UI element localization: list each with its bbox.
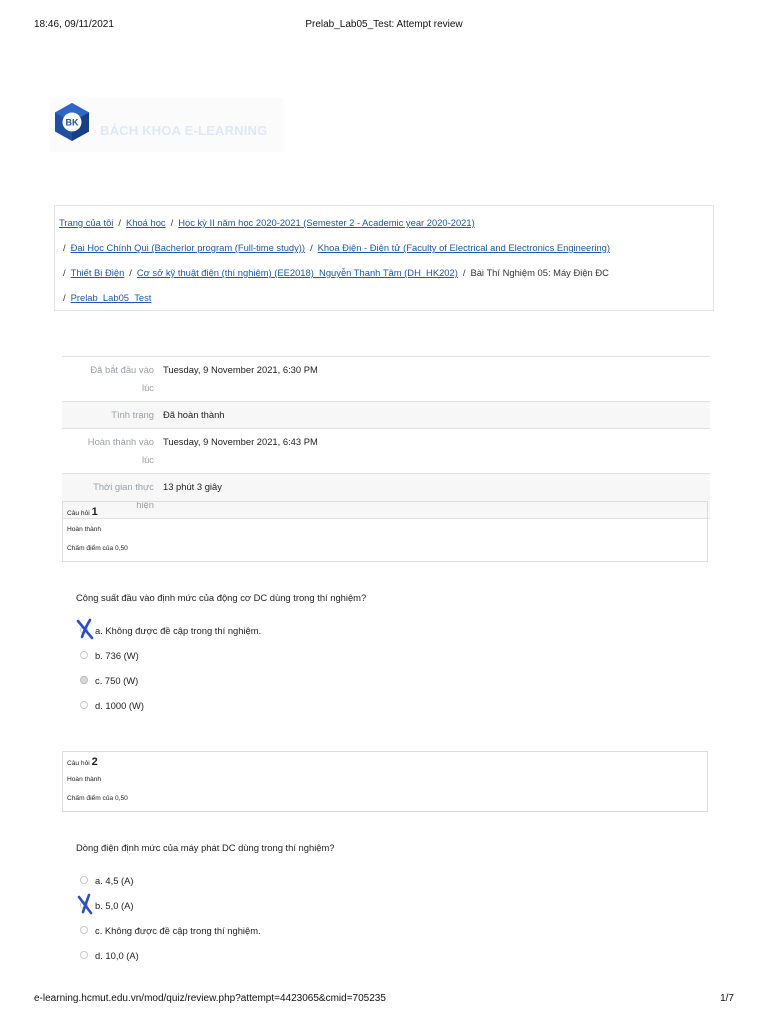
breadcrumb-link-program[interactable]: Đại Học Chính Qui (Bacherlor program (Full-time study)): [70, 242, 306, 253]
summary-value: Tuesday, 9 November 2021, 6:30 PM: [163, 357, 710, 402]
question-number: 2: [91, 756, 98, 768]
summary-label: Thời gian thực: [93, 481, 154, 492]
incorrect-cross-icon: [76, 618, 94, 640]
answer-label: d. 10,0 (A): [95, 950, 139, 961]
question-prefix: Câu hỏi: [67, 510, 90, 517]
breadcrumb-link-courses[interactable]: Khoá học: [125, 217, 166, 228]
radio-button[interactable]: [80, 926, 88, 934]
question-state: Hoàn thành: [67, 526, 102, 533]
print-header: [34, 19, 734, 33]
answer-label: b. 5,0 (A): [95, 900, 134, 911]
summary-row-time-taken: Thời gian thực hiện 13 phút 3 giây: [62, 474, 710, 519]
bk-logo-icon: [53, 102, 91, 142]
summary-row-started: Đã bắt đầu vào lúc Tuesday, 9 November 2021, 6:30 PM: [62, 357, 710, 402]
breadcrumb-link-semester[interactable]: Học kỳ II năm học 2020-2021 (Semester 2 - Academic year 2020-2021): [178, 217, 475, 228]
question-state: Hoàn thành: [67, 776, 102, 783]
question-mark: Chấm điểm của 0,50: [67, 545, 128, 552]
answer-label: a. 4,5 (A): [95, 875, 134, 886]
page-url: e-learning.hcmut.edu.vn/mod/quiz/review.php?attempt=4423065&cmid=705235: [34, 993, 386, 1004]
breadcrumb-link-quiz[interactable]: Prelab_Lab05_Test: [70, 292, 152, 303]
summary-label: Đã bắt đầu vào: [90, 364, 154, 375]
question-info-2: [62, 751, 708, 812]
answer-label: c. Không được đề cập trong thí nghiệm.: [95, 925, 261, 936]
question-mark: Chấm điểm của 0,50: [67, 795, 128, 802]
question-number: 1: [91, 506, 98, 518]
print-timestamp: 18:46, 09/11/2021: [34, 19, 114, 30]
attempt-summary: [62, 356, 710, 519]
answer-label: c. 750 (W): [95, 675, 139, 686]
radio-button[interactable]: [80, 701, 88, 709]
breadcrumb-link-my-home[interactable]: Trang của tôi: [59, 217, 114, 228]
radio-button[interactable]: [80, 951, 88, 959]
radio-button[interactable]: [80, 676, 88, 684]
question-info-1: [62, 501, 708, 562]
question-prefix: Câu hỏi: [67, 760, 90, 767]
summary-row-completed: Hoàn thành vào lúc Tuesday, 9 November 2021, 6:43 PM: [62, 429, 710, 474]
summary-row-state: [62, 402, 710, 429]
site-logo[interactable]: [50, 98, 283, 152]
breadcrumb-current-section: Bài Thí Nghiệm 05: Máy Điện ĐC: [470, 267, 609, 278]
summary-value: Đã hoàn thành: [163, 402, 710, 429]
incorrect-cross-icon: [76, 893, 94, 915]
logo-badge-text: BK: [65, 117, 79, 128]
breadcrumb-link-faculty[interactable]: Khoa Điện - Điện tử (Faculty of Electrical and Electronics Engineering): [317, 242, 611, 253]
question-text-2: Dòng điện định mức của máy phát DC dùng trong thí nghiệm?: [76, 842, 335, 853]
print-title: Prelab_Lab05_Test: Attempt review: [305, 19, 463, 30]
breadcrumb-link-department[interactable]: Thiết Bị Điện: [70, 267, 125, 278]
print-footer: [34, 993, 734, 1007]
answer-label: d. 1000 (W): [95, 700, 144, 711]
summary-value: 13 phút 3 giây: [163, 474, 710, 519]
question-text-1: Công suất đầu vào định mức của động cơ DC dùng trong thí nghiệm?: [76, 592, 367, 603]
breadcrumb-link-course[interactable]: Cơ sở kỹ thuật điện (thí nghiệm) (EE2018)_Nguyễn Thanh Tâm (DH_HK202): [136, 267, 458, 278]
radio-button[interactable]: [80, 876, 88, 884]
breadcrumb: Trang của tôi / Khoá học / Học kỳ II năm học 2020-2021 (Semester 2 - Academic year 2020-2021) / Đại Học Chính Qui (Bacherlor program (Full-time study)) / Khoa Điện - Điện tử (Faculty of Electrical and Electronics Engineering) / Thiết Bị Điện / Cơ sở kỹ thuật điện (thí nghiệm) (EE2018)_Nguyễn Thanh Tâm (DH_HK202) / Bài Thí Nghiệm 05: Máy Điện ĐC / Prelab_Lab05_Test: [54, 205, 714, 311]
site-name: BÁCH KHOA E-LEARNING: [100, 123, 268, 138]
answer-label: a. Không được đề cập trong thí nghiệm.: [95, 625, 262, 636]
page-number: 1/7: [720, 993, 734, 1004]
radio-button[interactable]: [80, 651, 88, 659]
summary-label: Hoàn thành vào: [87, 436, 154, 447]
summary-label: Tình trạng: [111, 409, 154, 420]
answer-label: b. 736 (W): [95, 650, 139, 661]
summary-value: Tuesday, 9 November 2021, 6:43 PM: [163, 429, 710, 474]
